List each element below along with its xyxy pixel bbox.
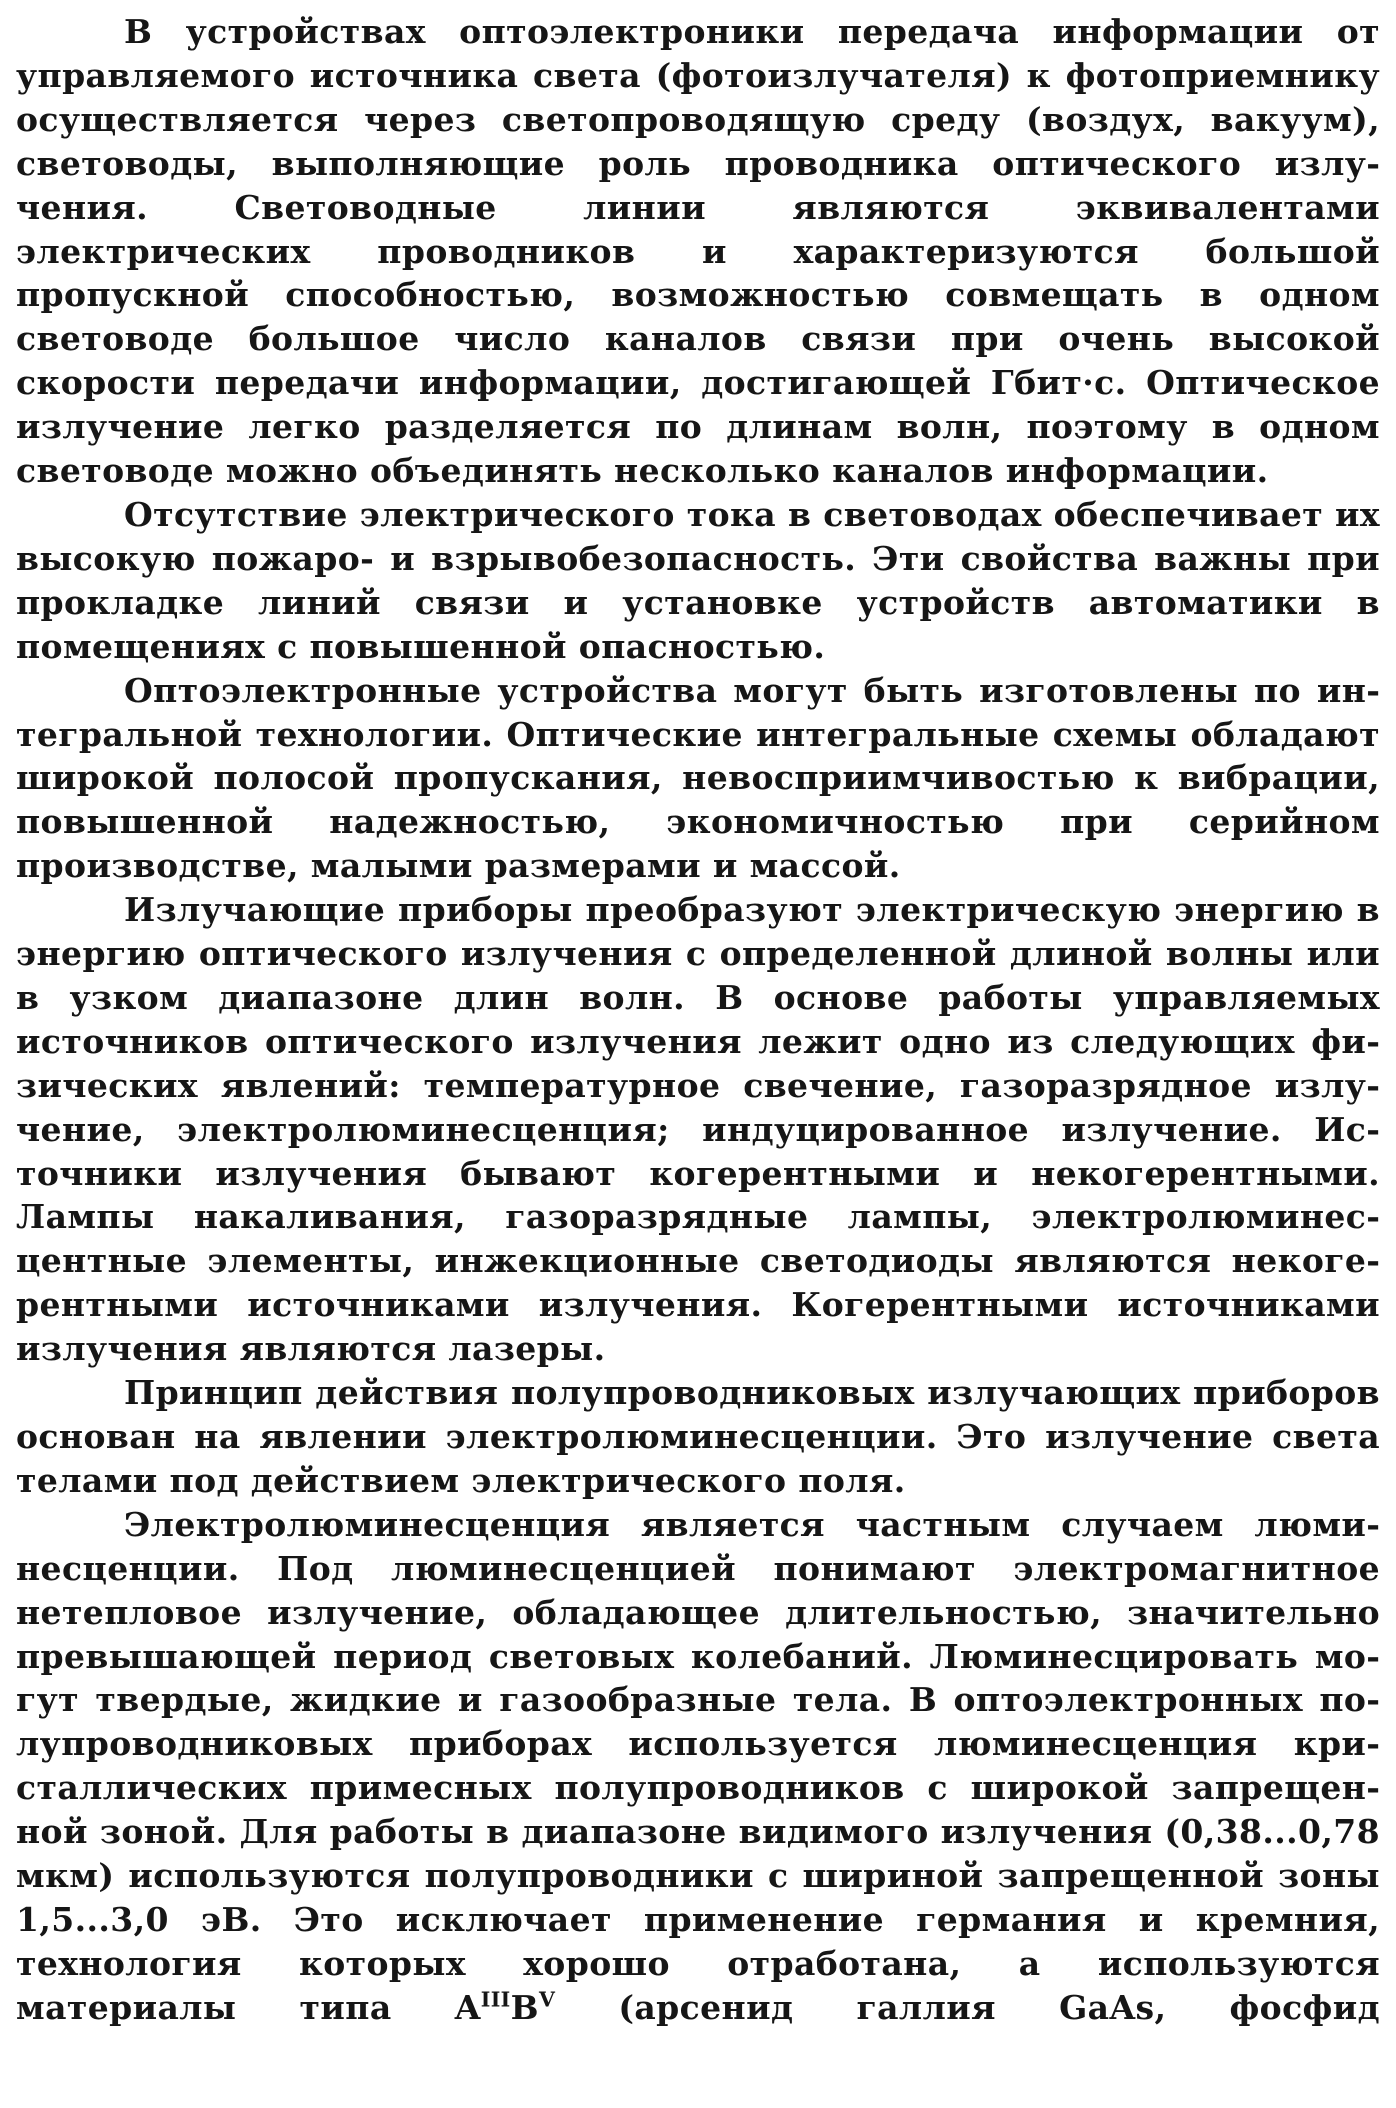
luminescence-text: Электролюминесценция является частным случаем люминесценции. Под люминесценцией понимают электромагнитное нетепловое излучение, обладающее длительностью, значительно превышающей период световых колебаний. Люминесцировать могут твердые, жидкие и газообразные тела. В оптоэлектронных полупроводниковых приборах используется люминесценция кристаллических примесных полупроводников с широкой запрещенной зоной. Для работы в диапазоне видимого излучения (0,38...0,78 мкм) используются полупроводники с шириной запрещенной зоны 1,5...3,0 эВ. Это исключает применение германия и кремния, технология которых хорошо отработана, а используются материалы типа A (16, 1504, 1380, 2027)
superscript-group-v: V (538, 1987, 556, 2012)
document-page (16, 10, 1380, 2030)
paragraph-integrated-technology: Оптоэлектронные устройства могут быть изготовлены по интегральной технологии. Оптические интегральные схемы обладают широкой полосой пропускания, невосприимчивостью к вибрации, повышенной надежностью, экономичностью при серийном производстве, малыми размерами и массой. (16, 670, 1380, 886)
element-b: B (510, 1987, 539, 2027)
paragraph-luminescence (16, 1503, 1380, 2030)
luminescence-text-end: (арсенид галлия GaAs, фосфид (555, 1987, 1380, 2027)
superscript-group-iii: III (480, 1987, 511, 2012)
paragraph-emitting-devices: Излучающие приборы преобразуют электрическую энергию в энергию оптического излучения с определенной длиной волны или в узком диапазоне длин волн. В основе работы управляемых источников оптического излучения лежит одно из следующих физических явлений: температурное свечение, газоразрядное излучение, электролюминесценция; индуцированное излучение. Источники излучения бывают когерентными и некогерентными. Лампы накаливания, газоразрядные лампы, электролюминесцентные элементы, инжекционные светодиоды являются некогерентными источниками излучения. Когерентными источниками излучения являются лазеры. (16, 890, 1380, 1369)
paragraph-electroluminescence-principle: Принцип действия полупроводниковых излучающих приборов основан на явлении электролюминесценции. Это излучение света телами под действием электрического поля. (16, 1373, 1380, 1500)
paragraph-fire-safety: Отсутствие электрического тока в световодах обеспечивает их высокую пожаро- и взрывобезопасность. Эти свойства важны при прокладке линий связи и установке устройств автоматики в помещениях с повышенной опасностью. (16, 494, 1380, 666)
paragraph-optoelectronics-transmission: В устройствах оптоэлектроники передача информации от управляемого источника света (фотоизлучателя) к фотоприемнику осуществляется через светопроводящую среду (воздух, вакуум), световоды, выполняющие роль проводника оптического излучения. Световодные линии являются эквивалентами электрических проводников и характеризуются большой пропускной способностью, возможностью совмещать в одном световоде большое число каналов связи при очень высокой скорости передачи информации, достигающей Гбит·с. Оптическое излучение легко разделяется по длинам волн, поэтому в одном световоде можно объединять несколько каналов информации. (16, 12, 1380, 491)
